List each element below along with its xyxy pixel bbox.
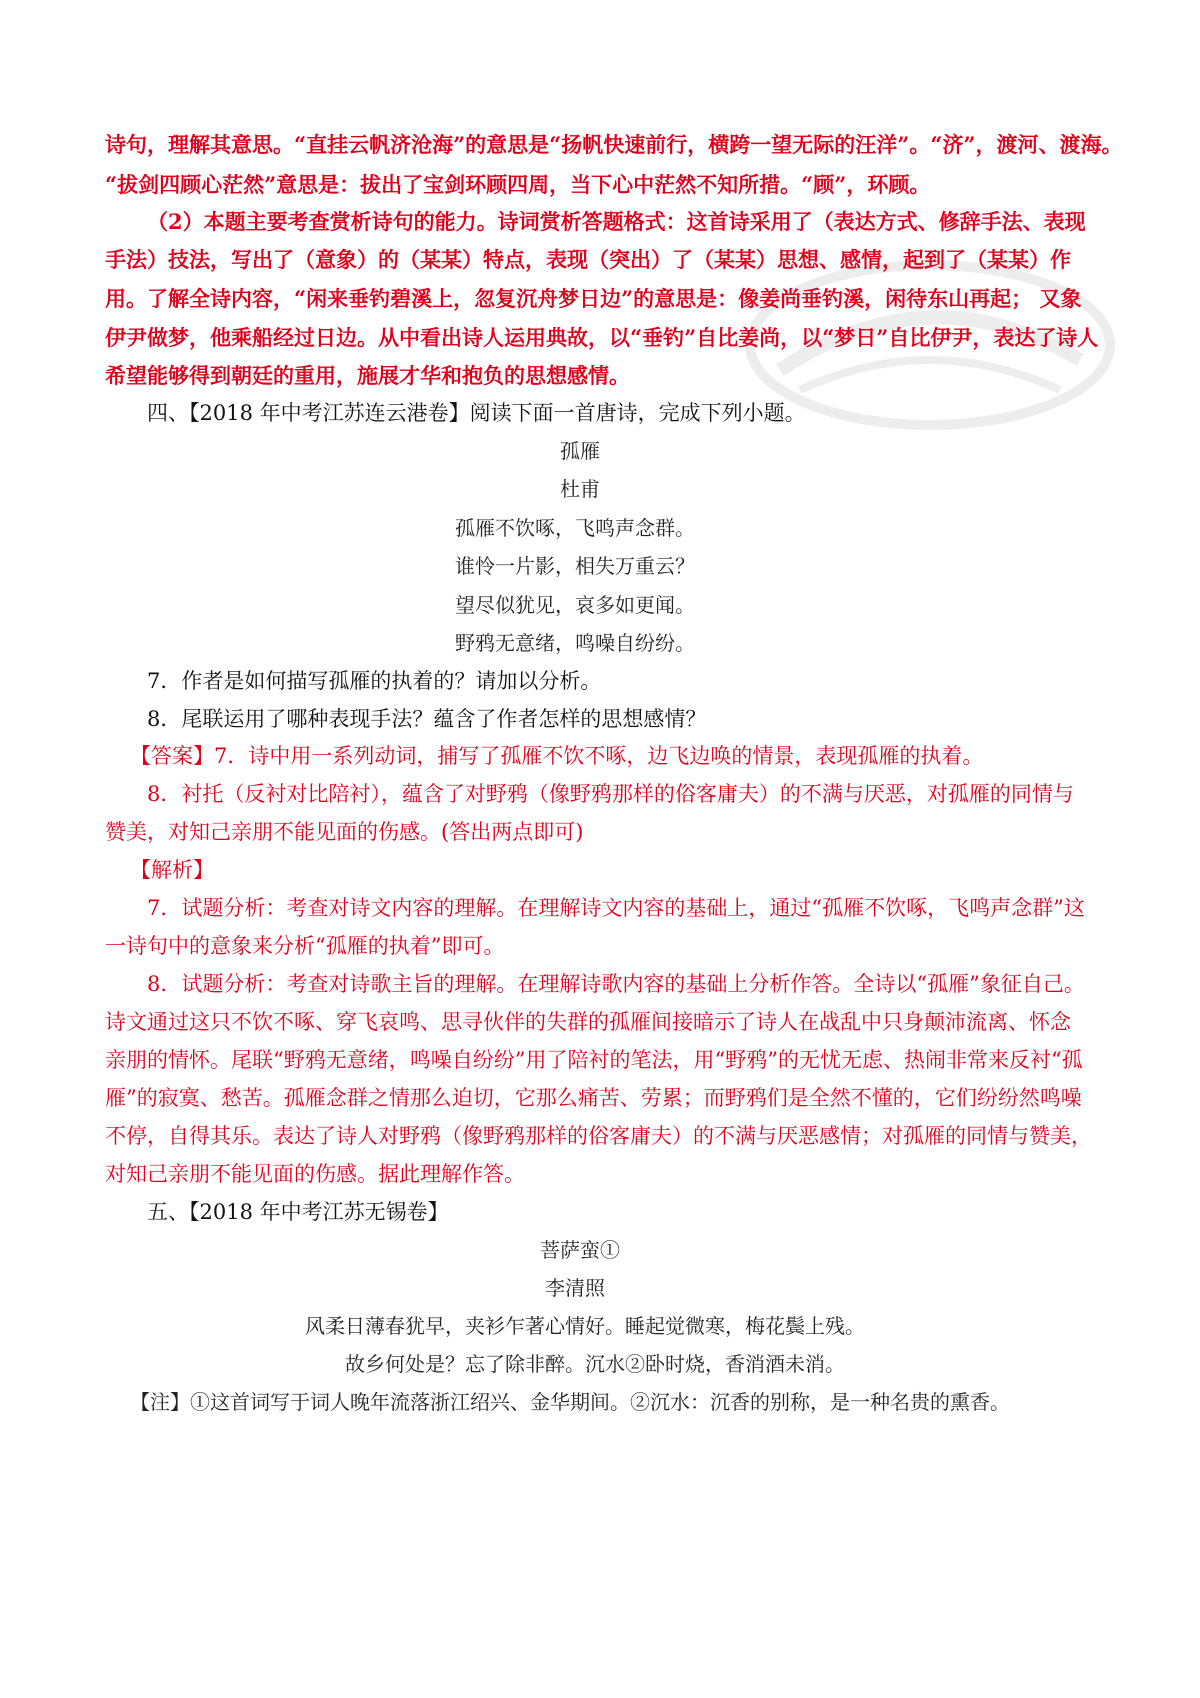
poem-line: 望尽似犹见，哀多如更闻。: [455, 593, 695, 617]
poem-title: 菩萨蛮①: [540, 1238, 620, 1262]
poem-title: 孤雁: [560, 439, 600, 463]
analysis-line-4: 手法）技法，写出了（意象）的（某某）特点，表现（突出）了（某某）思想、感情，起到了（某某）作: [105, 247, 1071, 272]
analysis-line-2: “拔剑四顾心茫然”意思是：拔出了宝剑环顾四周，当下心中茫然不知所措。“顾”，环顾。: [105, 172, 931, 197]
poem-line: 谁怜一片影，相失万重云？: [455, 554, 695, 578]
poem-note: 【注】①这首词写于词人晚年流落浙江绍兴、金华期间。②沉水：沉香的别称，是一种名贵的熏香。: [130, 1390, 1010, 1414]
analysis-heading: 【解析】: [130, 858, 214, 882]
answer-7: 【答案】7．诗中用一系列动词，捕写了孤雁不饮不啄，边飞边唤的情景，表现孤雁的执着。: [130, 744, 984, 768]
answer-8-line-1: 8．衬托（反衬对比陪衬），蕴含了对野鸦（像野鸦那样的俗客庸夫）的不满与厌恶，对孤雁的同情与: [147, 782, 1074, 806]
analysis-line-3: （2）本题主要考查赏析诗句的能力。诗词赏析答题格式：这首诗采用了（表达方式、修辞手法、表现: [147, 209, 1086, 234]
section-4-heading: 四、【2018 年中考江苏连云港卷】阅读下面一首唐诗，完成下列小题。: [147, 401, 806, 425]
poem-line: 野鸦无意绪，鸣噪自纷纷。: [455, 631, 695, 655]
section-5-heading: 五、【2018 年中考江苏无锡卷】: [147, 1200, 449, 1224]
poem-line: 风柔日薄春犹早，夹衫乍著心情好。睡起觉微寒，梅花鬓上残。: [305, 1314, 865, 1338]
analysis-line-5: 用。了解全诗内容，“闲来垂钓碧溪上，忽复沉舟梦日边”的意思是：像姜尚垂钓溪，闲待东山再起； 又象: [105, 286, 1082, 311]
poem-line: 孤雁不饮啄，飞鸣声念群。: [455, 516, 695, 540]
analysis-8-line-5: 不停，自得其乐。表达了诗人对野鸦（像野鸦那样的俗客庸夫）的不满与厌恶感情；对孤雁的同情与赞美，: [105, 1124, 1092, 1148]
analysis-line-1: 诗句，理解其意思。“直挂云帆济沧海”的意思是“扬帆快速前行，横跨一望无际的汪洋”。“济”，渡河、渡海。: [105, 132, 1123, 157]
poem-author: 杜甫: [560, 477, 600, 501]
analysis-line-7: 希望能够得到朝廷的重用，施展才华和抱负的思想感情。: [105, 363, 630, 388]
question-8: 8．尾联运用了哪种表现手法？蕴含了作者怎样的思想感情？: [147, 707, 707, 731]
analysis-8-line-1: 8．试题分析：考查对诗歌主旨的理解。在理解诗歌内容的基础上分析作答。全诗以“孤雁”象征自己。: [147, 972, 1085, 996]
analysis-8-line-2: 诗文通过这只不饮不啄、穿飞哀鸣、思寻伙伴的失群的孤雁间接暗示了诗人在战乱中只身颠沛流离、怀念: [105, 1010, 1071, 1034]
analysis-8-line-3: 亲朋的情怀。尾联“野鸦无意绪，鸣噪自纷纷”用了陪衬的笔法，用“野鸦”的无忧无虑、热闹非常来反衬“孤: [105, 1048, 1083, 1072]
analysis-8-line-4: 雁”的寂寞、愁苦。孤雁念群之情那么迫切，它那么痛苦、劳累；而野鸦们是全然不懂的，它们纷纷然鸣噪: [105, 1086, 1082, 1110]
poem-line: 故乡何处是？忘了除非醉。沉水②卧时烧，香消酒未消。: [345, 1352, 845, 1376]
analysis-7-line-2: 一诗句中的意象来分析“孤雁的执着”即可。: [105, 934, 505, 958]
analysis-8-line-6: 对知己亲朋不能见面的伤感。据此理解作答。: [105, 1162, 525, 1186]
analysis-7-line-1: 7．试题分析：考查对诗文内容的理解。在理解诗文内容的基础上，通过“孤雁不饮啄，飞鸣声念群”这: [147, 896, 1085, 920]
question-7: 7．作者是如何描写孤雁的执着的？请加以分析。: [147, 669, 602, 693]
analysis-line-6: 伊尹做梦，他乘船经过日边。从中看出诗人运用典故，以“垂钓”自比姜尚，以“梦日”自比伊尹，表达了诗人: [105, 325, 1099, 350]
answer-8-line-2: 赞美，对知己亲朋不能见面的伤感。(答出两点即可): [105, 820, 584, 844]
poem-author: 李清照: [545, 1276, 605, 1300]
